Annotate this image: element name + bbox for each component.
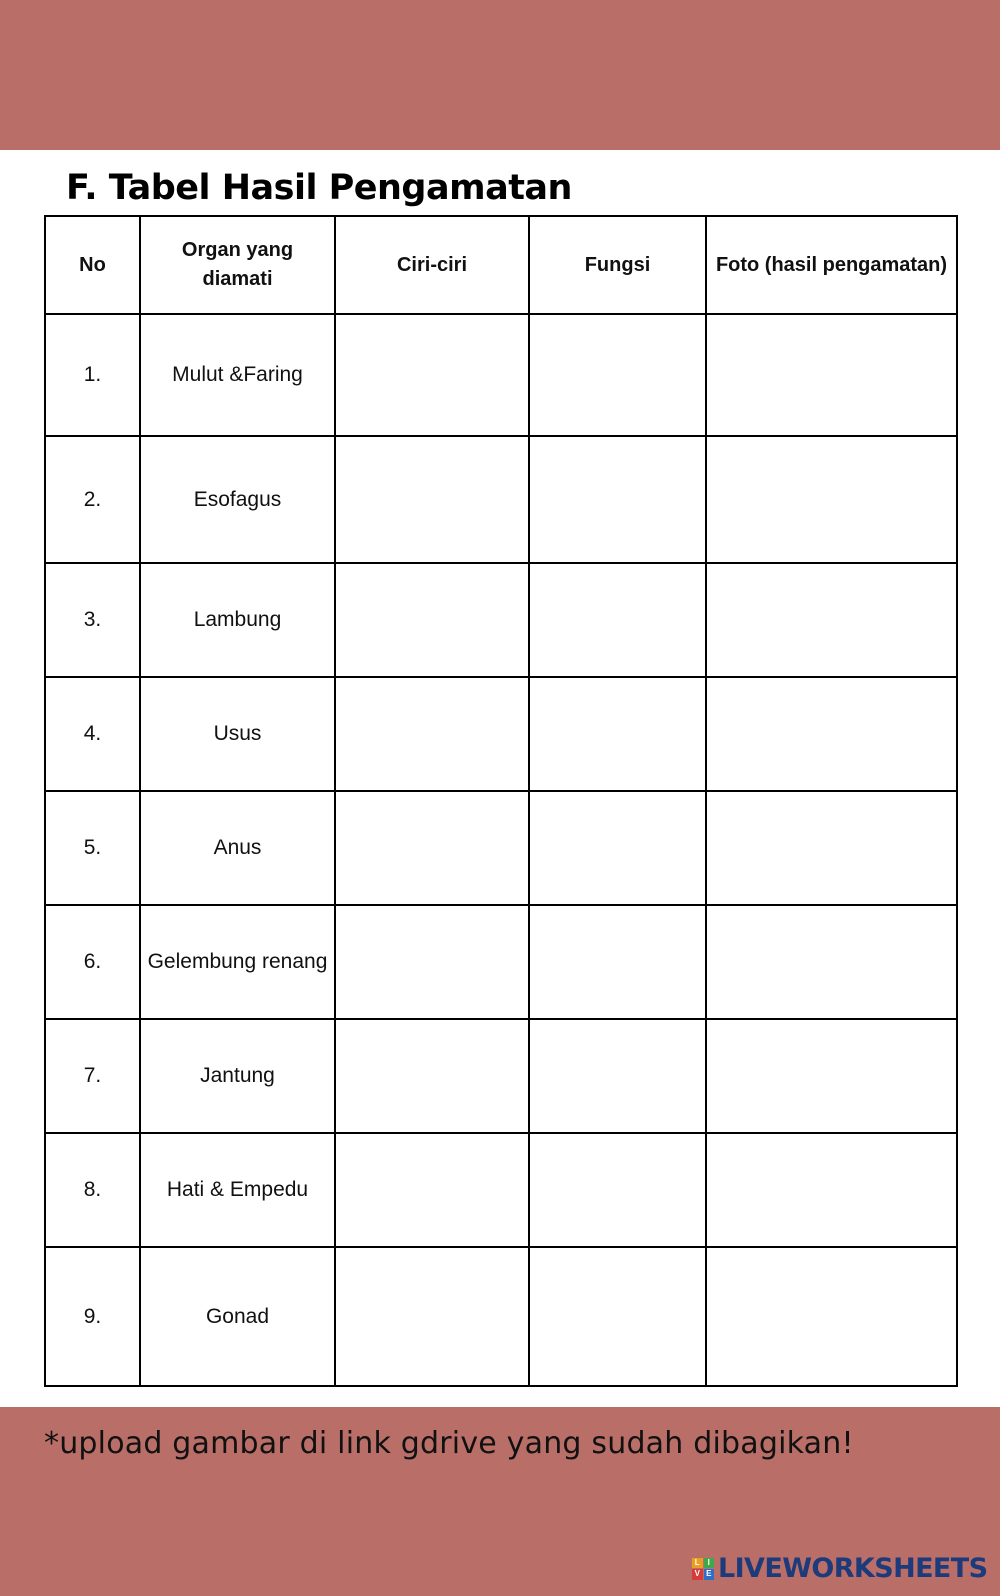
- cell-foto: [706, 905, 957, 1019]
- cell-ciri: [335, 791, 529, 905]
- header-band: [0, 0, 1000, 150]
- cell-organ: Anus: [140, 791, 335, 905]
- cell-fungsi: [529, 314, 706, 436]
- upload-note: *upload gambar di link gdrive yang sudah dibagikan!: [44, 1426, 854, 1461]
- table-row: [45, 905, 957, 1019]
- header-organ: Organ yang diamati: [140, 216, 335, 314]
- cell-ciri: [335, 563, 529, 677]
- cell-organ: Lambung: [140, 563, 335, 677]
- cell-ciri: [335, 1133, 529, 1247]
- cell-fungsi: [529, 1133, 706, 1247]
- cell-ciri: [335, 677, 529, 791]
- cell-organ: Mulut &Faring: [140, 314, 335, 436]
- brand-text: LIVEWORKSHEETS: [718, 1553, 988, 1584]
- liveworksheets-logo-icon: [692, 1558, 714, 1580]
- table-row: [45, 436, 957, 563]
- logo-letter: I: [704, 1558, 715, 1569]
- cell-no: 9.: [45, 1247, 140, 1386]
- cell-ciri: [335, 905, 529, 1019]
- cell-no: 7.: [45, 1019, 140, 1133]
- page-title: F. Tabel Hasil Pengamatan: [66, 168, 572, 208]
- table-row: [45, 791, 957, 905]
- table-body: [45, 314, 957, 1386]
- cell-foto: [706, 1133, 957, 1247]
- cell-foto: [706, 314, 957, 436]
- table-header-row: [45, 216, 957, 314]
- cell-organ: Hati & Empedu: [140, 1133, 335, 1247]
- cell-ciri: [335, 1247, 529, 1386]
- cell-organ: Gelembung renang: [140, 905, 335, 1019]
- cell-organ: Jantung: [140, 1019, 335, 1133]
- header-foto: Foto (hasil pengamatan): [706, 216, 957, 314]
- table-row: [45, 314, 957, 436]
- cell-no: 8.: [45, 1133, 140, 1247]
- cell-fungsi: [529, 1019, 706, 1133]
- cell-foto: [706, 791, 957, 905]
- cell-fungsi: [529, 563, 706, 677]
- cell-no: 2.: [45, 436, 140, 563]
- cell-foto: [706, 1247, 957, 1386]
- cell-fungsi: [529, 1247, 706, 1386]
- cell-ciri: [335, 436, 529, 563]
- cell-organ: Usus: [140, 677, 335, 791]
- cell-no: 1.: [45, 314, 140, 436]
- cell-no: 3.: [45, 563, 140, 677]
- liveworksheets-brand: [692, 1553, 987, 1584]
- header-no: No: [45, 216, 140, 314]
- table-row: [45, 1019, 957, 1133]
- cell-ciri: [335, 314, 529, 436]
- observation-table: [44, 215, 958, 1387]
- cell-fungsi: [529, 905, 706, 1019]
- cell-ciri: [335, 1019, 529, 1133]
- cell-foto: [706, 677, 957, 791]
- header-ciri: Ciri-ciri: [335, 216, 529, 314]
- logo-letter: V: [692, 1569, 703, 1580]
- cell-foto: [706, 1019, 957, 1133]
- cell-no: 4.: [45, 677, 140, 791]
- cell-no: 6.: [45, 905, 140, 1019]
- table-row: [45, 677, 957, 791]
- cell-fungsi: [529, 677, 706, 791]
- table-row: [45, 1247, 957, 1386]
- cell-fungsi: [529, 436, 706, 563]
- logo-letter: L: [692, 1558, 703, 1569]
- cell-organ: Esofagus: [140, 436, 335, 563]
- table-row: [45, 1133, 957, 1247]
- cell-organ: Gonad: [140, 1247, 335, 1386]
- cell-fungsi: [529, 791, 706, 905]
- table-row: [45, 563, 957, 677]
- logo-letter: E: [704, 1569, 715, 1580]
- cell-foto: [706, 563, 957, 677]
- header-fungsi: Fungsi: [529, 216, 706, 314]
- cell-foto: [706, 436, 957, 563]
- cell-no: 5.: [45, 791, 140, 905]
